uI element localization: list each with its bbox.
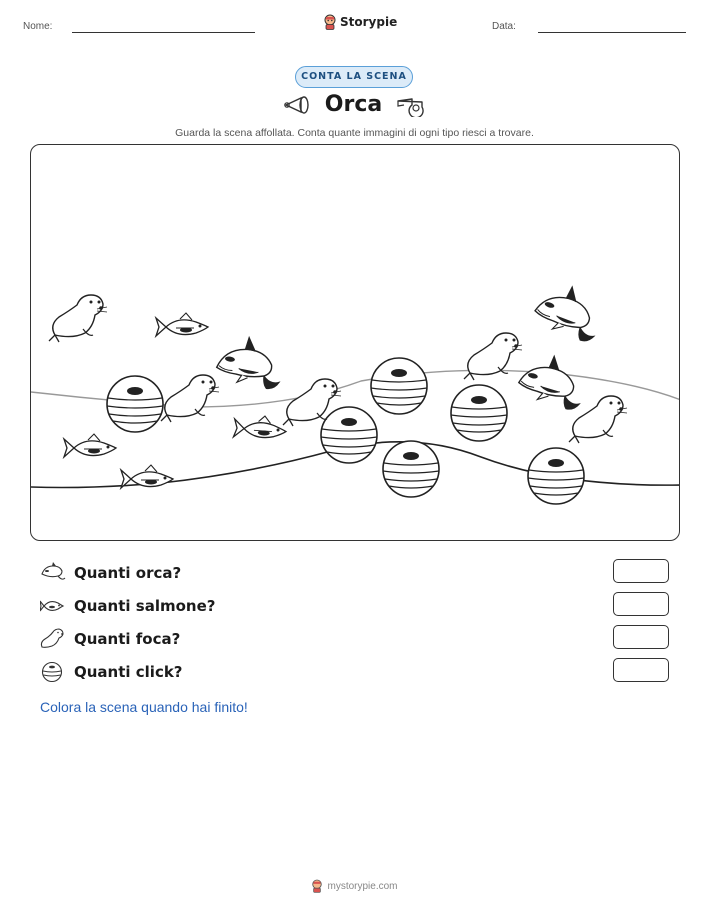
answer-box-click[interactable] xyxy=(613,658,669,682)
counting-scene xyxy=(30,144,680,541)
question-salmon xyxy=(40,594,215,618)
seal-icon xyxy=(40,628,66,650)
footer-brand xyxy=(0,879,709,893)
date-label: Data: xyxy=(492,21,516,32)
salmon-icon xyxy=(40,595,66,617)
scene-illustration xyxy=(31,145,680,541)
page-title: Orca xyxy=(324,92,383,117)
brand-logo xyxy=(323,14,397,30)
footer-brand-url[interactable]: mystorypie.com xyxy=(327,880,398,892)
horn-icon xyxy=(283,93,313,117)
name-line[interactable] xyxy=(72,32,255,33)
whistle-icon xyxy=(394,93,426,117)
clicker-ball-icon xyxy=(40,661,66,683)
title-row xyxy=(0,92,709,117)
answer-box-orca[interactable] xyxy=(613,559,669,583)
answer-box-seal[interactable] xyxy=(613,625,669,649)
question-orca-text: Quanti orca? xyxy=(74,564,182,582)
instructions: Guarda la scena affollata. Conta quante immagini di ogni tipo riesci a trovare. xyxy=(175,127,534,139)
question-click-text: Quanti click? xyxy=(74,663,183,681)
question-salmon-text: Quanti salmone? xyxy=(74,597,216,615)
question-click xyxy=(40,660,183,684)
question-seal xyxy=(40,627,180,651)
name-label: Nome: xyxy=(23,21,53,32)
activity-badge: CONTA LA SCENA xyxy=(295,66,413,88)
brand-name: Storypie xyxy=(340,15,398,29)
question-seal-text: Quanti foca? xyxy=(74,630,181,648)
answer-box-salmon[interactable] xyxy=(613,592,669,616)
storypie-mascot-icon xyxy=(311,879,323,893)
orca-icon xyxy=(40,562,66,584)
storypie-mascot-icon xyxy=(323,14,337,30)
coloring-note: Colora la scena quando hai finito! xyxy=(40,699,248,715)
question-orca xyxy=(40,561,181,585)
date-line[interactable] xyxy=(538,32,686,33)
